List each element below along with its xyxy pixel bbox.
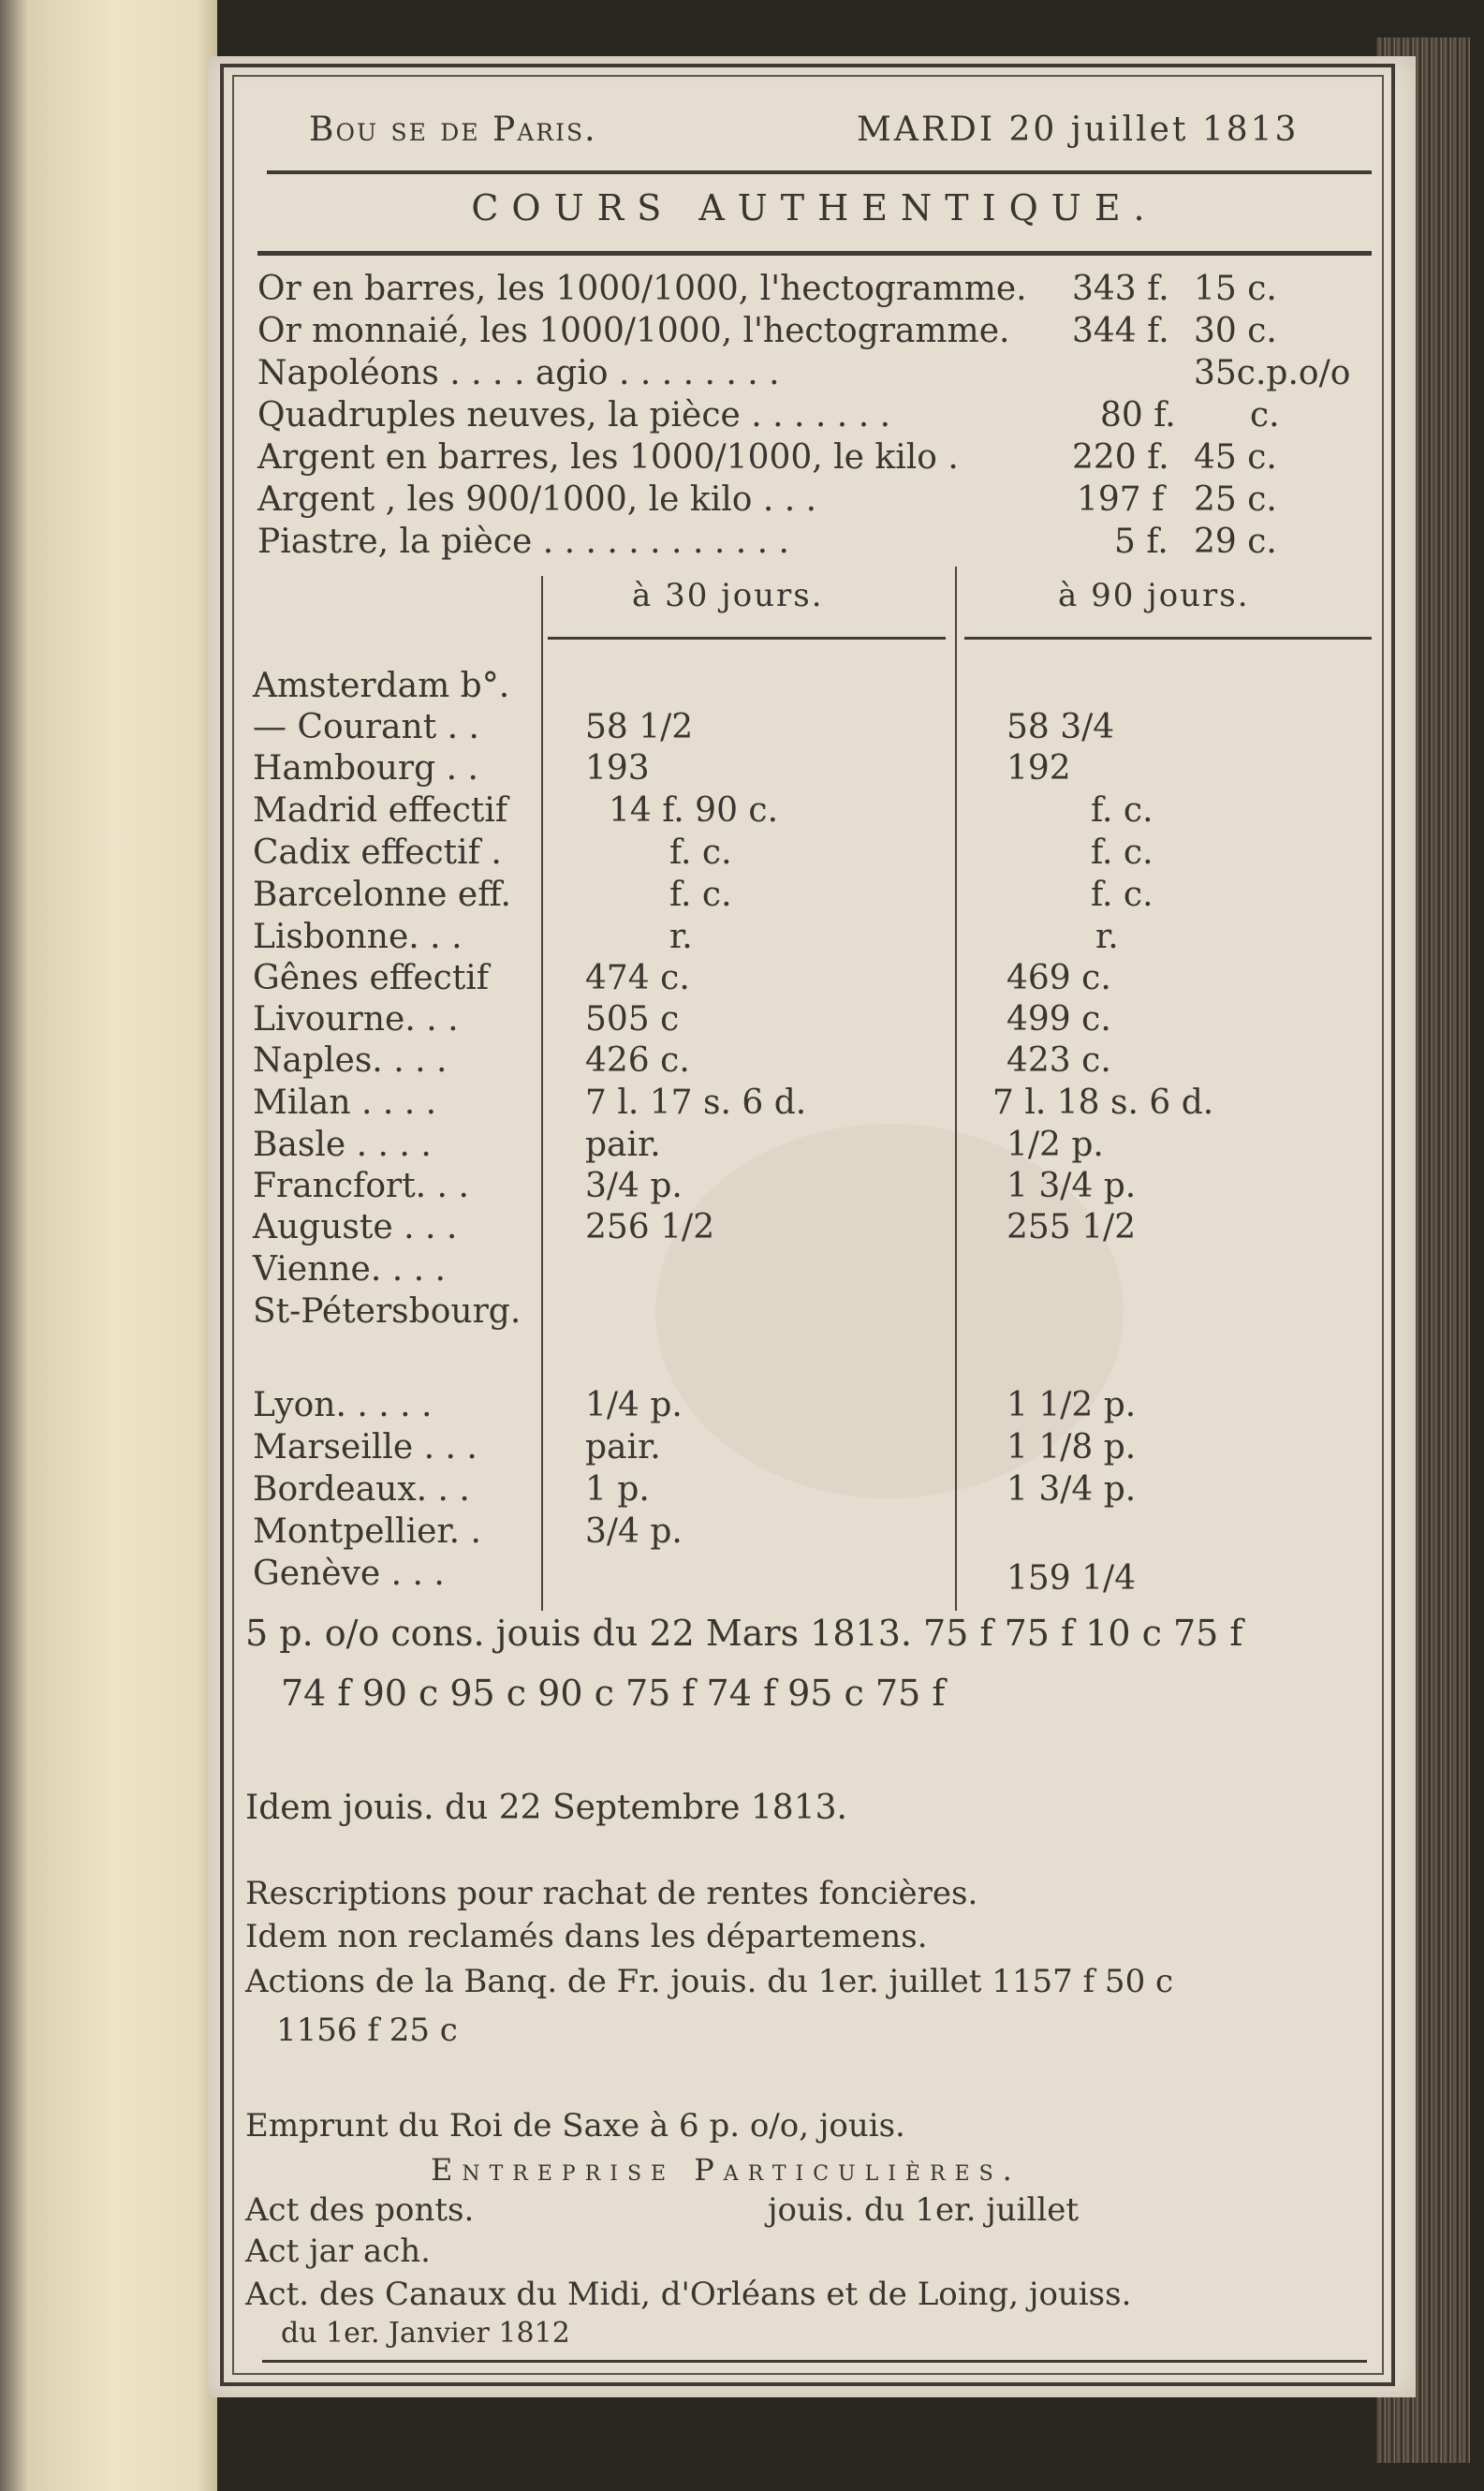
entreprises-title: Entreprise Particulières. [431,2152,1021,2188]
metal-price: 5 f. [1114,523,1168,561]
exchange-place: Gênes effectif [253,959,490,997]
exchange-rate-90: 469 c. [1006,959,1111,997]
metal-label: Or monnaié, les 1000/1000, l'hectogramme. [257,312,1010,350]
book-binding [0,0,217,2491]
metal-cents: 35c.p.o/o [1194,354,1351,392]
section-title: COURS AUTHENTIQUE. [471,187,1158,228]
exchange-rate-30: 14 f. 90 c. [609,791,779,830]
metal-price: 197 f [1077,480,1165,519]
domestic-rate-30: 1 p. [585,1470,650,1509]
metal-price: 344 f. [1072,312,1169,350]
exchange-place: St-Pétersbourg. [253,1292,522,1331]
misc-line: Rescriptions pour rachat de rentes foncières. [245,1875,978,1912]
domestic-place: Montpellier. . [253,1512,481,1551]
exchange-place: — Courant . . [253,708,479,746]
column-divider [541,576,543,1611]
domestic-rate-30: pair. [585,1428,661,1467]
metal-cents: 29 c. [1194,523,1277,561]
exchange-rate-90: r. [1095,918,1119,956]
domestic-place: Lyon. . . . . [253,1386,433,1424]
exchange-place: Basle . . . . [253,1126,432,1164]
metal-price: 220 f. [1072,438,1169,477]
exchange-rate-30: pair. [585,1126,661,1164]
misc-line: 1156 f 25 c [276,2012,458,2049]
bottom-rule [262,2360,1367,2363]
domestic-place: Bordeaux. . . [253,1470,470,1509]
exchange-rate-90: 499 c. [1006,1000,1111,1039]
exchange-rate-90: 192 [1006,749,1071,788]
metal-label: Or en barres, les 1000/1000, l'hectogramme. [257,270,1027,308]
exchange-place: Milan . . . . [253,1083,437,1122]
metal-price: 80 f. [1100,396,1176,435]
header-date: MARDI 20 juillet 1813 [857,111,1300,149]
metal-cents: 45 c. [1194,438,1277,477]
exchange-rate-30: f. c. [669,833,732,872]
exchange-place: Barcelonne eff. [253,876,511,914]
exchange-place: Vienne. . . . [253,1250,446,1289]
entreprises-line: Act jar ach. [245,2233,431,2270]
exchange-rate-30: 426 c. [585,1041,690,1080]
exchange-rate-30: 7 l. 17 s. 6 d. [585,1083,807,1122]
exchange-rate-90: 7 l. 18 s. 6 d. [992,1083,1214,1122]
exchange-rate-30: 3/4 p. [585,1167,683,1205]
exchange-rate-90: f. c. [1091,876,1153,914]
domestic-rate-90: 1 1/2 p. [1006,1386,1137,1424]
entreprises-line: Act. des Canaux du Midi, d'Orléans et de Loing, jouiss. [245,2276,1132,2313]
exchange-place: Amsterdam b°. [253,667,510,705]
domestic-place: Genève . . . [253,1555,445,1593]
domestic-rate-90: 1 3/4 p. [1006,1470,1137,1509]
exchange-rate-30: 58 1/2 [585,708,694,746]
exchange-rate-30: 474 c. [585,959,690,997]
entreprises-line: jouis. du 1er. juillet [768,2191,1080,2229]
column-header-rule [548,637,946,640]
header-exchange-name: Bou se de Paris. [309,111,597,149]
exchange-place: Cadix effectif . [253,833,502,872]
column-divider [955,567,957,1611]
column-header-rule [964,637,1372,640]
domestic-rate-30: 1/4 p. [585,1386,683,1424]
misc-line: Actions de la Banq. de Fr. jouis. du 1er. juillet 1157 f 50 c [245,1963,1174,2000]
rentes-line: 74 f 90 c 95 c 90 c 75 f 74 f 95 c 75 f [281,1673,946,1714]
domestic-rate-90: 159 1/4 [1006,1559,1137,1598]
exchange-rate-30: f. c. [669,876,732,914]
exchange-place: Naples. . . . [253,1041,448,1080]
exchange-rate-30: 256 1/2 [585,1208,715,1246]
entreprises-line: du 1er. Janvier 1812 [281,2317,570,2350]
metal-label: Napoléons . . . . agio . . . . . . . . [257,354,780,392]
exchange-rate-90: 1 3/4 p. [1006,1167,1137,1205]
section-rule [257,251,1372,256]
exchange-rate-30: 193 [585,749,650,788]
domestic-rate-90: 1 1/8 p. [1006,1428,1137,1467]
exchange-rate-30: 505 c [585,1000,680,1039]
metal-cents: c. [1250,396,1280,435]
column-header-30-days: à 30 jours. [632,577,824,614]
metal-cents: 30 c. [1194,312,1277,350]
exchange-place: Auguste . . . [253,1208,458,1246]
misc-line: Emprunt du Roi de Saxe à 6 p. o/o, jouis. [245,2107,905,2145]
metal-label: Quadruples neuves, la pièce . . . . . . . [257,396,891,435]
exchange-place: Madrid effectif [253,791,508,830]
rentes-line: 5 p. o/o cons. jouis du 22 Mars 1813. 75 f 75 f 10 c 75 f [245,1613,1243,1654]
metal-cents: 25 c. [1194,480,1277,519]
exchange-rate-90: f. c. [1091,791,1153,830]
exchange-rate-30: r. [669,918,693,956]
exchange-rate-90: 255 1/2 [1006,1208,1137,1246]
exchange-place: Francfort. . . [253,1167,469,1205]
exchange-rate-90: 58 3/4 [1006,708,1115,746]
domestic-rate-30: 3/4 p. [585,1512,683,1551]
metal-label: Argent , les 900/1000, le kilo . . . [257,480,817,519]
header-rule [267,170,1372,174]
exchange-rate-90: f. c. [1091,833,1153,872]
exchange-place: Hambourg . . [253,749,478,788]
metal-cents: 15 c. [1194,270,1277,308]
metal-label: Argent en barres, les 1000/1000, le kilo . [257,438,959,477]
metal-label: Piastre, la pièce . . . . . . . . . . . . [257,523,789,561]
domestic-place: Marseille . . . [253,1428,478,1467]
exchange-rate-90: 423 c. [1006,1041,1111,1080]
exchange-place: Lisbonne. . . [253,918,463,956]
exchange-rate-90: 1/2 p. [1006,1126,1104,1164]
column-header-90-days: à 90 jours. [1058,577,1250,614]
entreprises-line: Act des ponts. [245,2191,475,2229]
misc-line: Idem non reclamés dans les départemens. [245,1918,928,1955]
rentes-idem: Idem jouis. du 22 Septembre 1813. [245,1789,847,1827]
metal-price: 343 f. [1072,270,1169,308]
exchange-place: Livourne. . . [253,1000,459,1039]
